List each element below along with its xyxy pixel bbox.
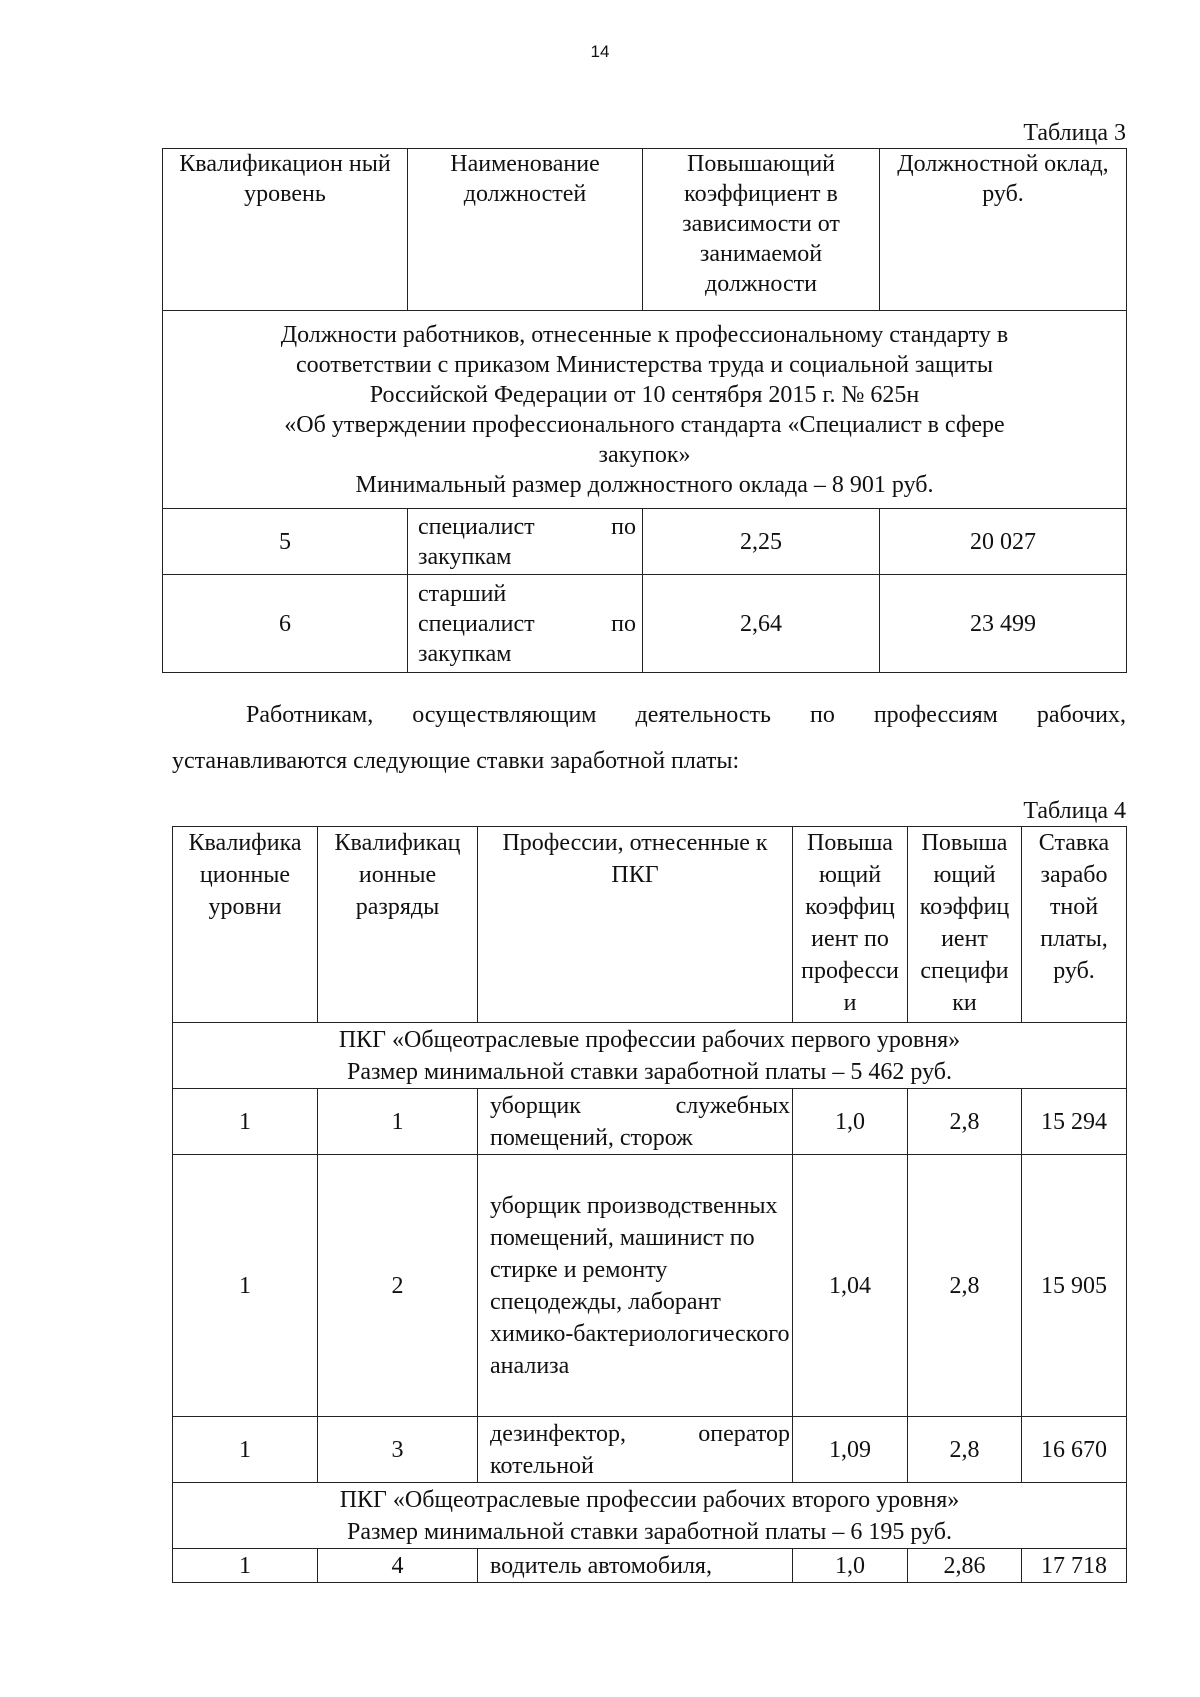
header-position-name: Наименование должностей [408, 149, 643, 311]
table-row [173, 1155, 1127, 1417]
cell-wage-rate: 16 670 [1022, 1417, 1127, 1483]
cell-position [408, 575, 643, 673]
position-line: старший [418, 580, 507, 607]
position-line: закупкам [418, 640, 512, 667]
header-qualification-level: Квалификацион ный уровень [163, 149, 408, 311]
position-word: по [611, 513, 636, 540]
table-4-section-row [173, 1023, 1127, 1089]
table-row [173, 1549, 1127, 1583]
table-row [163, 509, 1127, 575]
section-line: Размер минимальной ставки заработной платы – 6 195 руб. [346, 1518, 952, 1545]
header-salary: Должностной оклад, руб. [880, 149, 1127, 311]
section-line: Должности работников, отнесенные к профессиональному стандарту в [280, 321, 1009, 348]
cell-profession [478, 1089, 793, 1155]
table-3-header-row [163, 149, 1127, 311]
position-word: по [611, 610, 636, 637]
cell-level: 6 [163, 575, 408, 673]
position-line [418, 609, 636, 639]
header-increase-coefficient: Повышающий коэффициент в зависимости от занимаемой должности [643, 149, 880, 311]
table-3-caption: Таблица 3 [1023, 120, 1126, 146]
header-specifics-coefficient: Повыша ющий коэффиц иент специфи ки [908, 827, 1022, 1023]
cell-specifics-coefficient: 2,8 [908, 1417, 1022, 1483]
cell-wage-rate: 15 905 [1022, 1155, 1127, 1417]
page-number: 14 [590, 42, 610, 61]
section-line: соответствии с приказом Министерства труда и социальной защиты [296, 351, 993, 378]
table-4-section-row [173, 1483, 1127, 1549]
section-line: Минимальный размер должностного оклада – 8 901 руб. [355, 471, 934, 498]
cell-level: 1 [173, 1155, 318, 1417]
cell-wage-rate: 17 718 [1022, 1549, 1127, 1583]
profession-word: служебных [675, 1092, 790, 1119]
cell-profession-coefficient: 1,0 [793, 1549, 908, 1583]
header-qualification-levels: Квалифика ционные уровни [173, 827, 318, 1023]
paragraph-line [172, 692, 1126, 738]
table-4-header-row [173, 827, 1127, 1023]
section-description [173, 1023, 1127, 1089]
cell-salary: 20 027 [880, 509, 1127, 575]
position-word: специалист [418, 513, 535, 540]
table-3 [162, 148, 1127, 673]
table-row [173, 1417, 1127, 1483]
header-profession-coefficient: Повыша ющий коэффиц иент по професси и [793, 827, 908, 1023]
cell-grade: 1 [318, 1089, 478, 1155]
table-row [163, 575, 1127, 673]
table-4-caption: Таблица 4 [1023, 798, 1126, 824]
cell-grade: 4 [318, 1549, 478, 1583]
section-line: «Об утверждении профессионального стандарта «Специалист в сфере [284, 411, 1005, 438]
section-line: ПКГ «Общеотраслевые профессии рабочих второго уровня» [339, 1486, 960, 1513]
cell-specifics-coefficient: 2,8 [908, 1155, 1022, 1417]
paragraph-indent [172, 692, 246, 738]
profession-line [490, 1090, 790, 1122]
cell-coefficient: 2,25 [643, 509, 880, 575]
section-line: ПКГ «Общеотраслевые профессии рабочих первого уровня» [338, 1026, 961, 1053]
cell-level: 1 [173, 1417, 318, 1483]
cell-level: 1 [173, 1549, 318, 1583]
cell-specifics-coefficient: 2,86 [908, 1549, 1022, 1583]
cell-level: 5 [163, 509, 408, 575]
paragraph-line: устанавливаются следующие ставки заработной платы: [172, 748, 740, 774]
position-line [418, 512, 636, 542]
cell-level: 1 [173, 1089, 318, 1155]
cell-profession-coefficient: 1,09 [793, 1417, 908, 1483]
body-paragraph [172, 692, 1126, 784]
profession-word: оператор [698, 1420, 790, 1447]
cell-profession-coefficient: 1,0 [793, 1089, 908, 1155]
profession-word: уборщик [490, 1092, 581, 1119]
cell-salary: 23 499 [880, 575, 1127, 673]
cell-grade: 2 [318, 1155, 478, 1417]
cell-grade: 3 [318, 1417, 478, 1483]
cell-profession: уборщик производственных помещений, машинист по стирке и ремонту спецодежды, лаборант химико-бактериологического анализа [478, 1155, 793, 1417]
position-word: специалист [418, 610, 535, 637]
cell-position [408, 509, 643, 575]
cell-profession-coefficient: 1,04 [793, 1155, 908, 1417]
header-qualification-grades: Квалификац ионные разряды [318, 827, 478, 1023]
table-row [173, 1089, 1127, 1155]
table-3-section-row [163, 311, 1127, 509]
section-line: Размер минимальной ставки заработной платы – 5 462 руб. [346, 1058, 952, 1085]
cell-coefficient: 2,64 [643, 575, 880, 673]
section-description [173, 1483, 1127, 1549]
section-line: закупок» [598, 441, 691, 468]
header-wage-rate: Ставка зарабо тной платы, руб. [1022, 827, 1127, 1023]
profession-word: дезинфектор, [490, 1420, 627, 1447]
section-line: Российской Федерации от 10 сентября 2015 г. № 625н [369, 381, 920, 408]
cell-profession: водитель автомобиля, [478, 1549, 793, 1583]
cell-wage-rate: 15 294 [1022, 1089, 1127, 1155]
cell-profession [478, 1417, 793, 1483]
position-line: закупкам [418, 543, 512, 570]
profession-line: котельной [490, 1452, 594, 1479]
section-description [163, 311, 1127, 509]
paragraph-text: Работникам, осуществляющим деятельность по профессиям рабочих, [246, 702, 1126, 728]
cell-specifics-coefficient: 2,8 [908, 1089, 1022, 1155]
profession-line: помещений, сторож [490, 1124, 693, 1151]
profession-line [490, 1418, 790, 1450]
table-4 [172, 826, 1127, 1583]
header-professions: Профессии, отнесенные к ПКГ [478, 827, 793, 1023]
